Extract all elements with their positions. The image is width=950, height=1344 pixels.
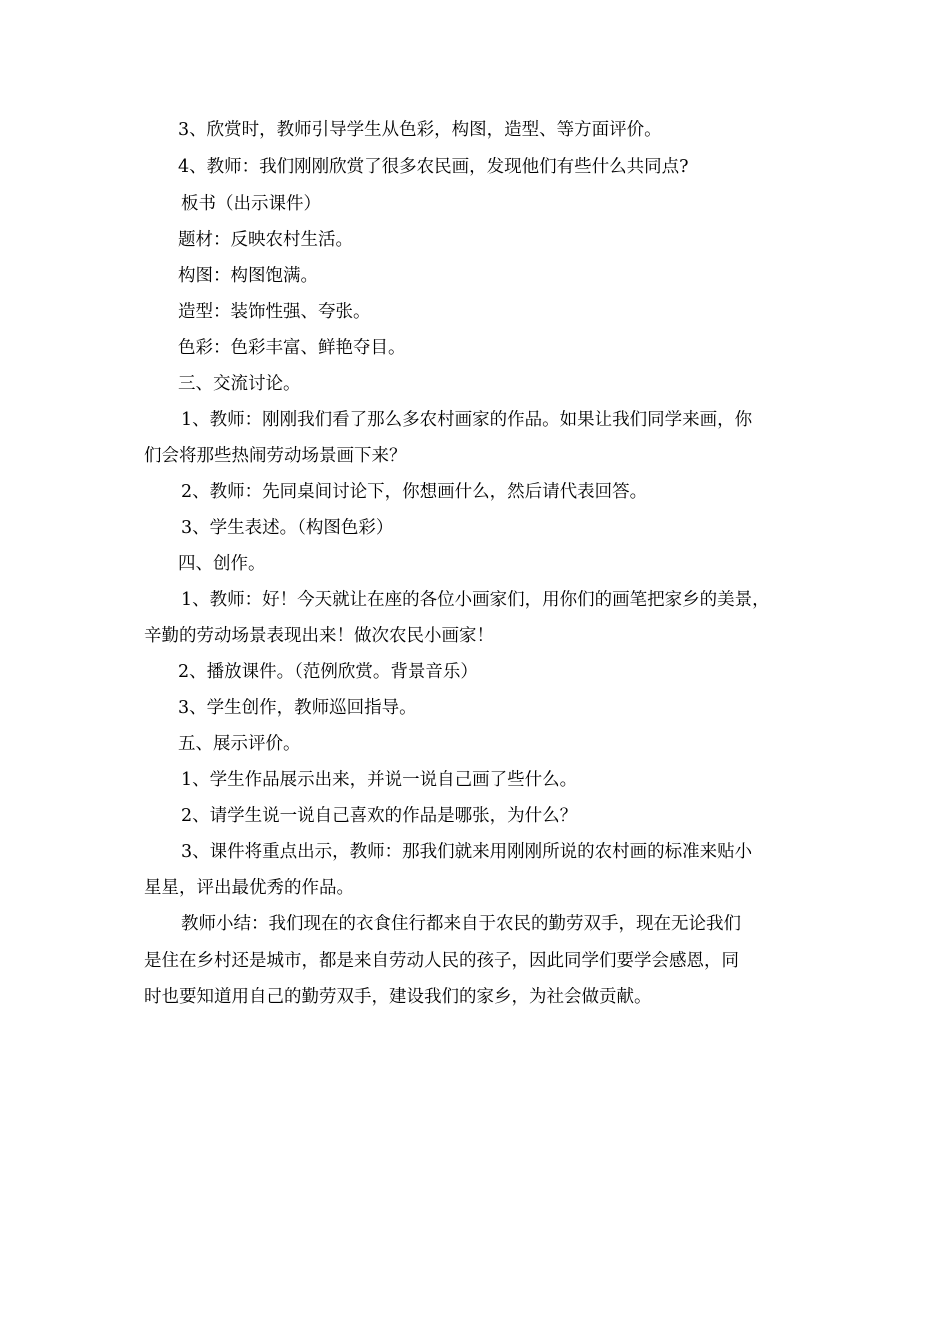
section-heading: 三、交流讨论。: [178, 374, 301, 394]
text-line: 星星，评出最优秀的作品。: [144, 878, 354, 898]
text-line: 造型：装饰性强、夸张。: [178, 302, 371, 322]
text-line: 构图：构图饱满。: [178, 266, 318, 286]
text-line: 板书（出示课件）: [181, 194, 321, 214]
text-line: 4、教师：我们刚刚欣赏了很多农民画，发现他们有些什么共同点?: [178, 157, 689, 177]
text-line: 2、教师：先同桌间讨论下，你想画什么，然后请代表回答。: [181, 482, 648, 502]
text-line: 是住在乡村还是城市，都是来自劳动人民的孩子，因此同学们要学会感恩，同: [144, 951, 739, 971]
text-line: 2、播放课件。（范例欣赏。背景音乐）: [178, 662, 478, 682]
text-line: 题材：反映农村生活。: [178, 230, 353, 250]
section-heading: 四、创作。: [178, 554, 266, 574]
section-heading: 五、展示评价。: [178, 734, 301, 754]
text-line: 1、教师：刚刚我们看了那么多农村画家的作品。如果让我们同学来画，你: [181, 410, 753, 430]
text-line: 3、课件将重点出示，教师：那我们就来用刚刚所说的农村画的标准来贴小: [181, 842, 753, 862]
text-line: 3、学生表述。（构图色彩）: [181, 518, 394, 538]
text-line: 3、学生创作，教师巡回指导。: [178, 698, 417, 718]
text-line: 3、欣赏时，教师引导学生从色彩，构图，造型、等方面评价。: [178, 120, 662, 140]
text-line: 色彩：色彩丰富、鲜艳夺目。: [178, 338, 406, 358]
text-line: 2、请学生说一说自己喜欢的作品是哪张，为什么？: [181, 806, 578, 826]
text-line: 教师小结：我们现在的衣食住行都来自于农民的勤劳双手，现在无论我们: [181, 914, 741, 934]
text-line: 们会将那些热闹劳动场景画下来？: [144, 446, 407, 466]
text-line: 1、教师：好！今天就让在座的各位小画家们，用你们的画笔把家乡的美景，: [181, 590, 770, 610]
text-line: 辛勤的劳动场景表现出来！做次农民小画家！: [144, 626, 494, 646]
text-line: 1、学生作品展示出来，并说一说自己画了些什么。: [181, 770, 578, 790]
text-line: 时也要知道用自己的勤劳双手，建设我们的家乡，为社会做贡献。: [144, 987, 652, 1007]
